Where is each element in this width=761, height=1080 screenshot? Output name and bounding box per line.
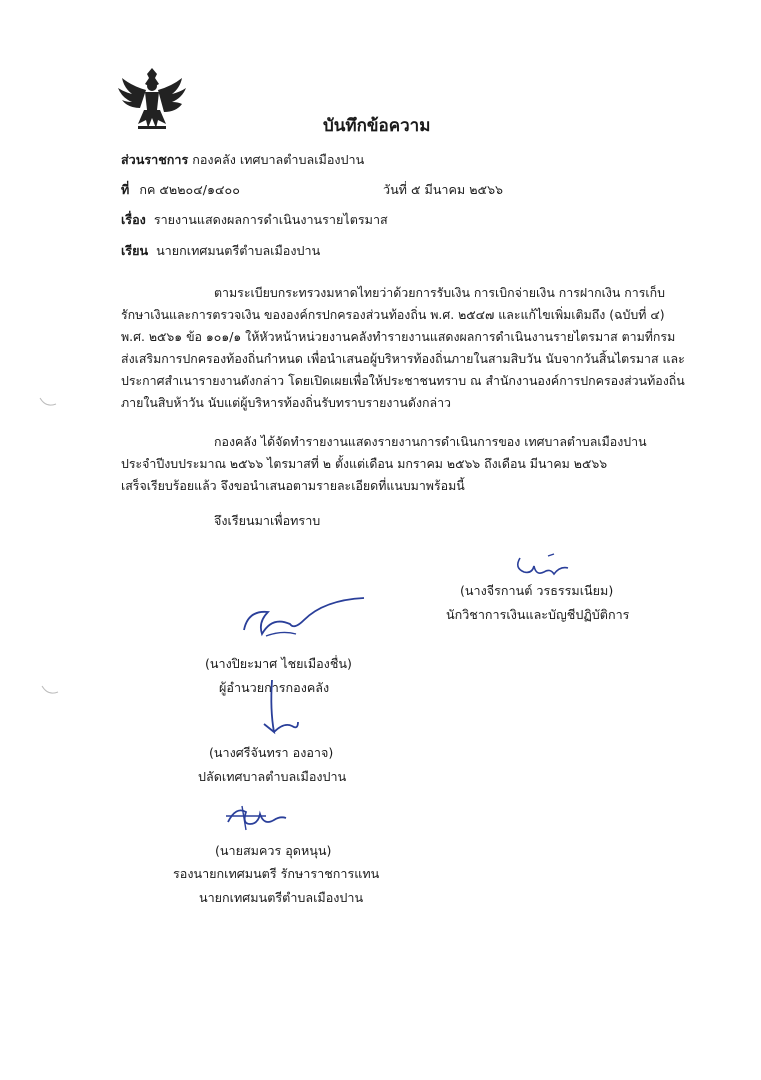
subject-label: เรื่อง	[121, 212, 146, 227]
to-label: เรียน	[121, 243, 149, 258]
signature-4-icon	[222, 800, 292, 836]
signer-2-name: (นางปิยะมาศ ไชยเมืองชื่น)	[205, 656, 352, 671]
paragraph-2-line: เสร็จเรียบร้อยแล้ว จึงขอนำเสนอตามรายละเอียดที่แนบมาพร้อมนี้	[121, 478, 465, 493]
paragraph-2-line: ประจำปีงบประมาณ ๒๕๖๖ ไตรมาสที่ ๒ ตั้งแต่เดือน มกราคม ๒๕๖๖ ถึงเดือน มีนาคม ๒๕๖๖	[121, 456, 608, 471]
dept-value: กองคลัง เทศบาลตำบลเมืองปาน	[192, 152, 365, 167]
paragraph-2-line: กองคลัง ได้จัดทำรายงานแสดงรายงานการดำเนินการของ เทศบาลตำบลเมืองปาน	[214, 434, 647, 449]
paragraph-1-line: รักษาเงินและการตรวจเงิน ขององค์กรปกครองส่วนท้องถิ่น พ.ศ. ๒๕๔๗ และแก้ไขเพิ่มเติมถึง (ฉบับที่ ๔)	[121, 307, 665, 322]
signer-4-title-2: นายกเทศมนตรีตำบลเมืองปาน	[199, 890, 364, 905]
subject-value: รายงานแสดงผลการดำเนินงานรายไตรมาส	[153, 212, 388, 227]
ref-value: กค ๕๒๒๐๔/๑๔๐๐	[139, 182, 240, 197]
signature-3-icon	[254, 676, 304, 746]
paragraph-1-line: ส่งเสริมการปกครองท้องถิ่นกำหนด เพื่อนำเสนอผู้บริหารท้องถิ่นภายในสามสิบวัน นับจากวันสิ้นไตรมาส และ	[121, 351, 685, 366]
punch-hole-mark-icon	[40, 680, 60, 700]
signer-1-title: นักวิชาการเงินและบัญชีปฏิบัติการ	[446, 607, 630, 622]
paragraph-1-line: ประกาศสำเนารายงานดังกล่าว โดยเปิดเผยเพื่อให้ประชาชนทราบ ณ สำนักงานองค์การปกครองส่วนท้องถิ่น	[121, 373, 685, 388]
signer-1-name: (นางจีรกานต์ วรธรรมเนียม)	[460, 583, 614, 598]
memo-date: วันที่ ๕ มีนาคม ๒๕๖๖	[383, 182, 504, 197]
signer-3-name: (นางศรีจันทรา องอาจ)	[209, 745, 334, 760]
paragraph-1-line: ภายในสิบห้าวัน นับแต่ผู้บริหารท้องถิ่นรับทราบรายงานดังกล่าว	[121, 395, 452, 410]
paragraph-1-line: พ.ศ. ๒๕๖๑ ข้อ ๑๐๑/๑ ให้หัวหน้าหน่วยงานคลังทำรายงานแสดงผลการดำเนินงานรายไตรมาส ตามที่กรม	[121, 329, 676, 344]
signature-1-icon	[508, 552, 578, 582]
signer-4-name: (นายสมควร อุดหนุน)	[215, 843, 332, 858]
memo-title: บันทึกข้อความ	[323, 116, 431, 136]
to-value: นายกเทศมนตรีตำบลเมืองปาน	[156, 243, 321, 258]
signer-3-title: ปลัดเทศบาลตำบลเมืองปาน	[198, 769, 347, 784]
signer-2-title: ผู้อำนวยการกองคลัง	[219, 680, 330, 695]
punch-hole-mark-icon	[38, 392, 58, 412]
paragraph-1-line: ตามระเบียบกระทรวงมหาดไทยว่าด้วยการรับเงิน การเบิกจ่ายเงิน การฝากเงิน การเก็บ	[214, 285, 665, 300]
garuda-emblem-icon	[116, 64, 188, 134]
dept-label: ส่วนราชการ	[121, 152, 189, 167]
signer-4-title: รองนายกเทศมนตรี รักษาราชการแทน	[173, 866, 380, 881]
closing-text: จึงเรียนมาเพื่อทราบ	[214, 513, 321, 528]
signature-2-icon	[236, 594, 366, 644]
ref-label: ที่	[121, 182, 130, 197]
